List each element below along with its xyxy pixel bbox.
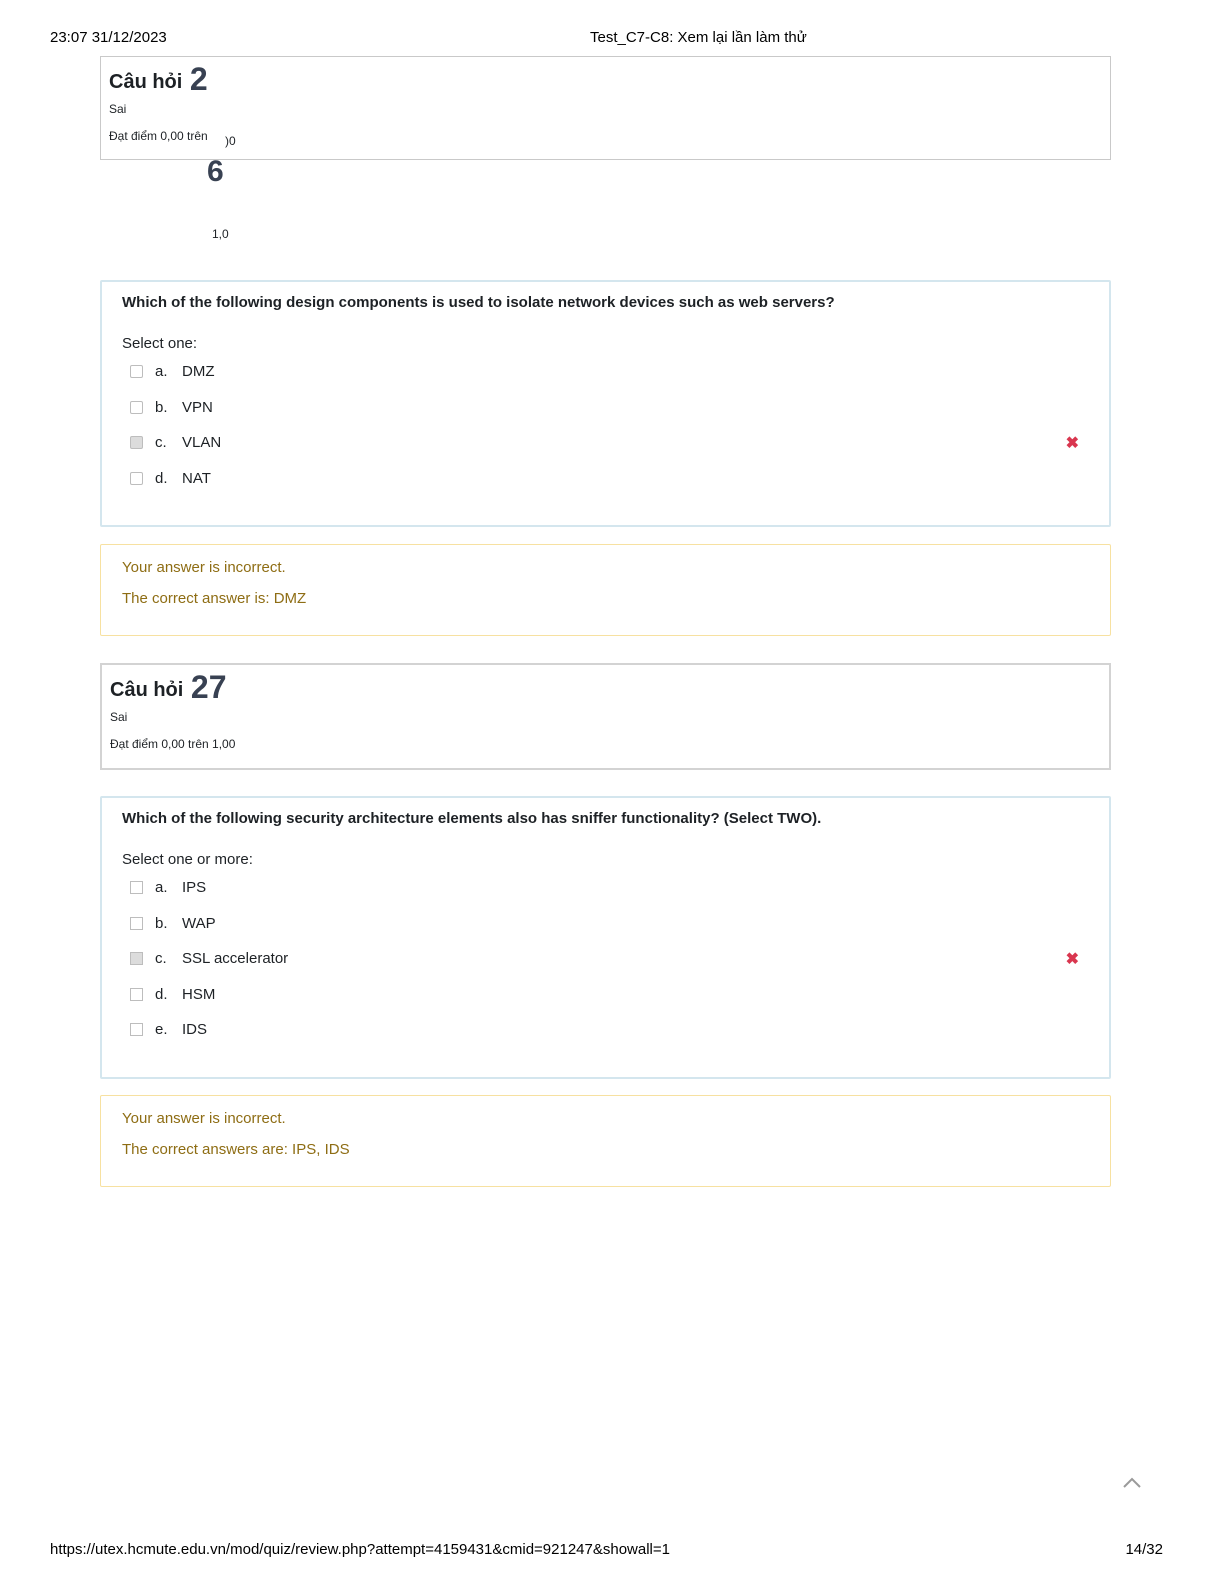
answer-option[interactable] <box>122 977 1089 1013</box>
option-letter: c. <box>155 950 167 968</box>
checkbox[interactable] <box>130 1023 143 1036</box>
print-header-title: Test_C7-C8: Xem lại lần làm thử <box>590 29 807 46</box>
option-label: VLAN <box>182 434 222 452</box>
answer-option[interactable] <box>122 354 1089 390</box>
answer-option[interactable] <box>122 906 1089 942</box>
option-label: DMZ <box>182 363 215 381</box>
question-info-a <box>100 56 1111 160</box>
radio-button[interactable] <box>130 472 143 485</box>
grade-overlap-value: 1,0 <box>212 227 229 241</box>
question-info-b <box>100 663 1111 770</box>
option-label: SSL accelerator <box>182 950 289 968</box>
radio-button[interactable] <box>130 365 143 378</box>
question-label: Câu hỏi <box>109 71 183 93</box>
feedback-correct-answer: The correct answer is: DMZ <box>122 590 307 607</box>
option-label: WAP <box>182 914 216 932</box>
option-label: VPN <box>182 398 213 416</box>
option-letter: d. <box>155 469 168 487</box>
answer-prompt: Select one: <box>122 335 198 352</box>
question-text: Which of the following security architecture elements also has sniffer functionality? (Select TWO). <box>122 810 822 827</box>
question-number: 27 <box>190 669 227 705</box>
option-label: IDS <box>182 1021 208 1039</box>
incorrect-icon: ✖ <box>1065 435 1079 452</box>
question-label: Câu hỏi <box>110 679 184 701</box>
answer-prompt: Select one or more: <box>122 851 253 868</box>
option-letter: c. <box>155 434 167 452</box>
radio-button[interactable] <box>130 401 143 414</box>
question-title <box>109 61 1102 97</box>
question-content-b <box>100 796 1111 1079</box>
option-label: IPS <box>182 879 207 897</box>
chevron-up-icon <box>1121 1472 1143 1494</box>
question-number-overlap: 6 <box>207 155 224 188</box>
question-content-a <box>100 280 1111 527</box>
question-text: Which of the following design components is used to isolate network devices such as web servers? <box>122 294 835 311</box>
option-letter: d. <box>155 985 168 1003</box>
question-title <box>110 669 1101 705</box>
print-header-datetime: 23:07 31/12/2023 <box>50 29 167 46</box>
answer-option-selected[interactable] <box>122 425 1089 461</box>
option-label: NAT <box>182 469 211 487</box>
checkbox[interactable] <box>130 881 143 894</box>
answer-option[interactable] <box>122 870 1089 906</box>
answer-option[interactable] <box>122 390 1089 426</box>
option-letter: a. <box>155 363 168 381</box>
feedback-status: Your answer is incorrect. <box>122 559 286 576</box>
checkbox[interactable] <box>130 917 143 930</box>
option-label: HSM <box>182 985 216 1003</box>
question-grade: Đạt điểm 0,00 trên 1,00 <box>110 737 236 751</box>
checkbox[interactable] <box>130 952 143 965</box>
answer-option-selected[interactable] <box>122 941 1089 977</box>
answer-option[interactable] <box>122 461 1089 497</box>
feedback-a <box>100 544 1111 636</box>
incorrect-icon: ✖ <box>1065 951 1079 968</box>
option-letter: e. <box>155 1021 168 1039</box>
print-footer-page: 14/32 <box>1125 1541 1163 1558</box>
feedback-b <box>100 1095 1111 1187</box>
answer-option[interactable] <box>122 1012 1089 1048</box>
option-letter: b. <box>155 398 168 416</box>
scroll-to-top-button[interactable] <box>1121 1472 1143 1494</box>
option-letter: a. <box>155 879 168 897</box>
question-grade: Đạt điểm 0,00 trên <box>109 129 208 143</box>
question-number: 2 <box>189 61 208 97</box>
feedback-status: Your answer is incorrect. <box>122 1110 286 1127</box>
checkbox[interactable] <box>130 988 143 1001</box>
question-state: Sai <box>109 102 127 116</box>
option-letter: b. <box>155 914 168 932</box>
feedback-correct-answer: The correct answers are: IPS, IDS <box>122 1141 350 1158</box>
print-footer-url: https://utex.hcmute.edu.vn/mod/quiz/review.php?attempt=4159431&cmid=921247&showall=1 <box>50 1541 670 1558</box>
grade-overlap-text: )0 <box>225 134 236 148</box>
radio-button[interactable] <box>130 436 143 449</box>
question-state: Sai <box>110 710 128 724</box>
